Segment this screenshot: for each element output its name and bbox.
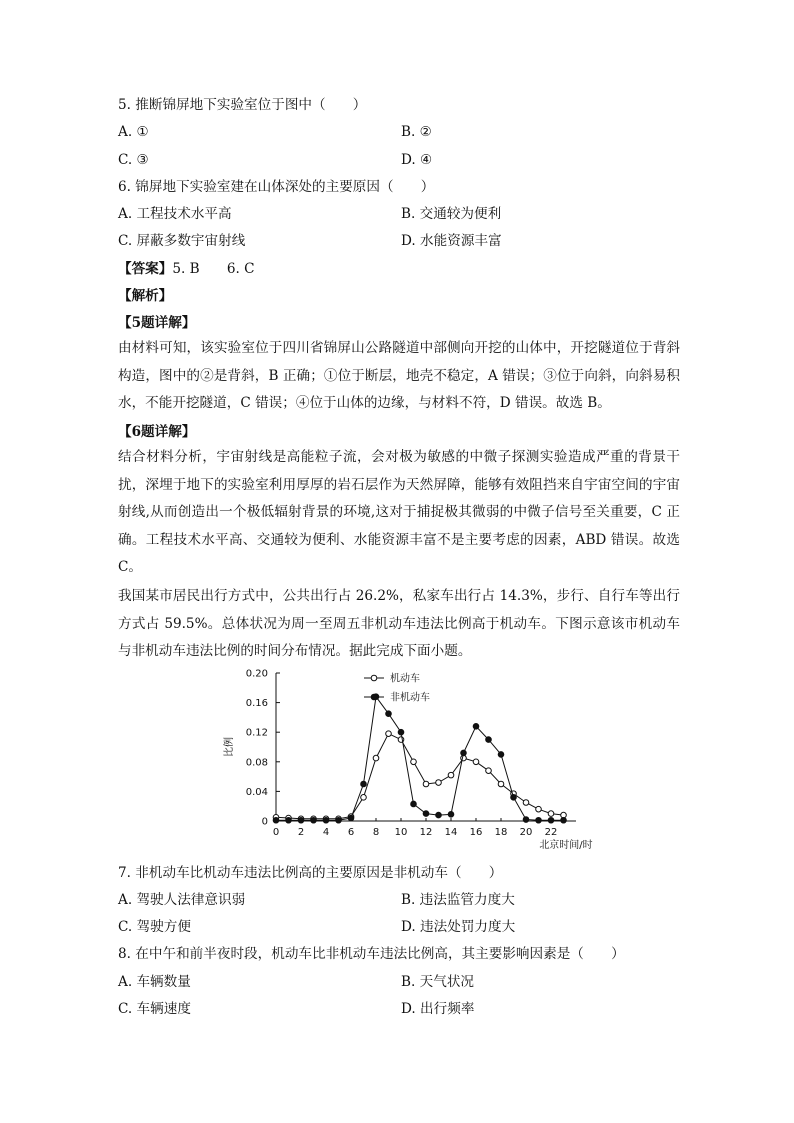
series-1-point [448,772,454,778]
answer-line [118,259,255,279]
q7-stem: 7. 非机动车比机动车违法比例高的主要原因是非机动车（ ） [118,865,503,881]
y-tick-label: 0.04 [245,786,268,798]
series-2-point [398,729,404,735]
chart-series [273,694,566,823]
material-text: 我国某市居民出行方式中，公共出行占 26.2%，私家车出行占 14.3%，步行、自行车等出行方式占 59.5%。总体状况为周一至周五非机动车违法比例高于机动车。下图示意该市机动车与非机动车违法比例的时间分布情况。据此完成下面小题。 [118,588,680,660]
x-tick-label: 22 [544,827,558,838]
series-2-point [361,781,367,787]
series-2-point [423,811,429,817]
q8-option-a: A. 车辆数量 [118,974,191,990]
legend-label-1: 机动车 [390,673,420,685]
q6-detail-text: 结合材料分析，宇宙射线是高能粒子流，会对极为敏感的中微子探测实验造成严重的背景干扰，深埋于地下的实验室利用厚厚的岩石层作为天然屏障，能够有效阻挡来自宇宙空间的宇宙射线,从而创造出一个极低辐射背景的环境,这对于捕捉极其微弱的中微子信号至关重要，C 正确。工程技术水平高、交通较为便利、水能资源丰富不是主要考虑的因素，ABD 错误。故选 C。 [118,449,680,576]
q5-detail-label: 【5题详解】 [118,315,196,331]
q8-stem: 8. 在中午和前半夜时段，机动车比非机动车违法比例高，其主要影响因素是（ ） [118,946,625,962]
series-2-point [448,812,454,818]
q5-detail-text: 由材料可知，该实验室位于四川省锦屏山公路隧道中部侧向开挖的山体中，开挖隧道位于背斜构造，图中的②是背斜，B 正确；①位于断层，地壳不稳定，A 错误；③位于向斜，向斜易积水，不能开挖隧道，C 错误；④位于山体的边缘，与材料不符，D 错误。故选 B。 [118,340,680,412]
series-2-point [473,723,479,729]
series-1-point [536,806,542,812]
x-tick-label: 8 [372,827,380,838]
series-2-point [386,711,392,717]
q5-option-d: D. ④ [401,152,433,168]
series-2-point [323,817,329,823]
series-2-point [411,801,417,807]
legend-marker-1 [371,675,377,681]
q7-option-c: C. 驾驶方便 [118,919,191,935]
series-2-point [298,817,304,823]
q6-option-a: A. 工程技术水平高 [118,206,232,222]
series-line-1 [276,734,564,819]
q7-option-a: A. 驾驶人法律意识弱 [118,892,246,908]
x-tick-label: 0 [272,827,280,838]
x-tick-label: 16 [469,827,483,838]
series-2-point [536,817,542,823]
violation-ratio-chart [210,662,593,852]
series-2-point [511,795,517,801]
series-1-point [386,731,392,737]
series-1-point [436,780,442,786]
y-axis-title: 比例 [224,737,235,757]
x-axis-title: 北京时间/时 [539,840,593,851]
q8-option-b: B. 天气状况 [401,974,475,990]
y-tick-label: 0.08 [245,757,268,769]
legend-marker-2 [371,694,377,700]
series-1-point [411,759,417,765]
q8-option-d: D. 出行频率 [401,1001,475,1017]
series-1-point [361,795,367,801]
series-line-2 [276,697,564,821]
series-2-point [548,817,554,823]
y-tick-label: 0.20 [245,668,268,680]
series-2-point [523,817,529,823]
x-tick-label: 2 [297,827,305,838]
x-tick-label: 4 [322,827,330,838]
series-2-point [286,817,292,823]
y-tick-label: 0 [261,816,268,828]
series-2-point [436,812,442,818]
series-2-point [461,750,467,756]
legend-label-2: 非机动车 [390,692,430,704]
x-tick-label: 12 [419,827,433,838]
x-tick-label: 20 [519,827,533,838]
series-2-point [273,817,279,823]
series-2-point [486,737,492,743]
q5-option-b: B. ② [401,124,432,140]
y-tick-label: 0.16 [245,698,268,710]
q5-option-c: C. ③ [118,152,149,168]
series-2-point [348,815,354,821]
answer-label: 【答案】 [118,261,173,277]
chart-legend [364,672,430,704]
series-2-point [561,817,567,823]
q5-option-a: A. ① [118,124,149,140]
x-tick-label: 18 [494,827,508,838]
series-2-point [311,817,317,823]
series-1-point [523,800,529,806]
q6-stem: 6. 锦屏地下实验室建在山体深处的主要原因（ ） [118,179,435,195]
q6-option-b: B. 交通较为便利 [401,206,502,222]
series-2-point [336,817,342,823]
x-tick-label: 10 [394,827,408,838]
x-tick-label: 6 [347,827,355,838]
series-1-point [486,768,492,774]
q5-stem: 5. 推断锦屏地下实验室位于图中（ ） [118,97,367,113]
series-1-point [423,781,429,787]
q6-option-d: D. 水能资源丰富 [401,233,502,249]
q6-option-c: C. 屏蔽多数宇宙射线 [118,233,246,249]
series-2-point [498,752,504,758]
series-1-point [498,781,504,787]
series-1-point [373,755,379,761]
series-1-point [548,811,554,817]
q7-option-b: B. 违法监管力度大 [401,892,515,908]
series-1-point [473,759,479,765]
q7-option-d: D. 违法处罚力度大 [401,919,516,935]
q6-detail-label: 【6题详解】 [118,424,196,440]
answer-text: 5. B 6. C [172,261,255,277]
q8-option-c: C. 车辆速度 [118,1001,191,1017]
analysis-label: 【解析】 [118,288,173,304]
x-tick-label: 14 [444,827,458,838]
y-tick-label: 0.12 [245,727,268,739]
